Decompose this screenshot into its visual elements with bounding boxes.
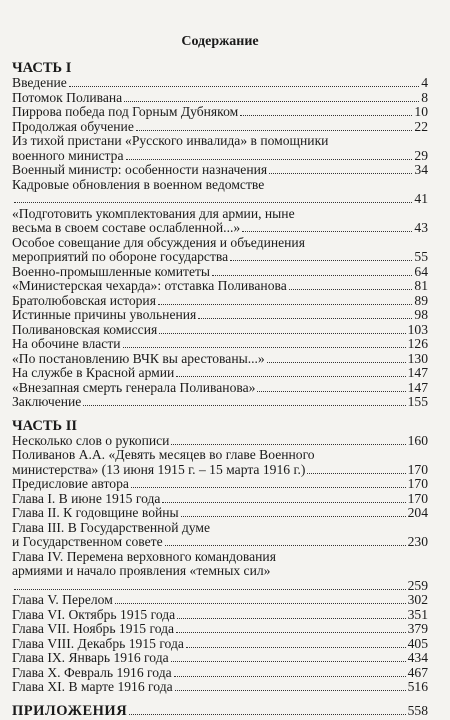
leader-dots <box>124 101 419 102</box>
leader-dots <box>115 603 406 604</box>
toc-entry-title: Глава X. Февраль 1916 года <box>12 664 172 680</box>
toc-entry-title: и Государственном совете <box>12 534 163 549</box>
appendix-page: 558 <box>407 702 428 718</box>
toc-entry[interactable] <box>12 366 428 381</box>
toc-entry-page: 516 <box>407 679 428 694</box>
leader-dots <box>257 391 405 392</box>
leader-dots <box>14 202 412 203</box>
toc-entry-title: На обочине власти <box>12 336 121 351</box>
toc-entry[interactable] <box>12 308 428 323</box>
toc-entry-page: 55 <box>414 249 428 264</box>
toc-entry-page: 126 <box>407 336 428 351</box>
leader-dots <box>136 130 413 131</box>
toc-entry[interactable] <box>12 279 428 294</box>
toc-entry-title: Глава II. К годовщине войны <box>12 505 179 520</box>
toc-entry-page: 41 <box>414 191 428 206</box>
toc-entry-line: Из тихой пристани «Русского инвалида» в помощники <box>12 133 329 148</box>
leader-dots <box>83 405 405 406</box>
appendix-title: ПРИЛОЖЕНИЯ <box>12 702 128 719</box>
toc-entry[interactable] <box>12 666 428 681</box>
toc-entry-page: 4 <box>421 75 428 90</box>
toc-entry[interactable] <box>12 608 428 623</box>
toc-entry-page: 170 <box>407 490 428 506</box>
leader-dots <box>176 376 405 377</box>
leader-dots <box>126 159 413 160</box>
toc-entry[interactable] <box>12 337 428 352</box>
toc-entry-page: 29 <box>414 147 428 163</box>
toc-entry-page: 170 <box>407 476 428 491</box>
toc-entry-page: 22 <box>414 118 428 134</box>
toc-entry-page: 259 <box>407 577 428 593</box>
toc-entry-page: 34 <box>414 162 428 177</box>
toc-entry[interactable] <box>12 91 428 106</box>
leader-dots <box>267 362 406 363</box>
toc-entry[interactable] <box>12 294 428 309</box>
toc-entry[interactable] <box>12 651 428 666</box>
toc-entry[interactable] <box>12 105 428 120</box>
toc-entry-line: Особое совещание для обсуждения и объединения <box>12 234 305 250</box>
leader-dots <box>129 714 405 715</box>
toc-entry-page: 89 <box>414 292 428 308</box>
toc-entry-title: Поливановская комиссия <box>12 321 158 337</box>
toc-entry[interactable] <box>12 323 428 338</box>
toc-entry-page: 103 <box>407 321 428 337</box>
toc-entry[interactable] <box>12 250 428 265</box>
toc-entry-title: «Внезапная смерть генерала Поливанова» <box>12 379 256 395</box>
toc-entry-page: 147 <box>407 365 428 380</box>
toc-entry-title: Заключение <box>12 394 82 409</box>
toc-entry[interactable] <box>12 221 428 236</box>
toc-entry-title: Глава VI. Октябрь 1915 года <box>12 606 176 622</box>
leader-dots <box>212 275 412 276</box>
leader-dots <box>177 618 405 619</box>
leader-dots <box>174 676 406 677</box>
leader-dots <box>175 690 406 691</box>
toc-entry[interactable] <box>12 463 428 478</box>
toc-entry-title: «Министерская чехарда»: отставка Поливанова <box>12 278 287 293</box>
toc-entry-line: Глава III. В Государственной думе <box>12 519 211 535</box>
toc-entry-page: 405 <box>407 635 428 651</box>
toc-entry[interactable] <box>12 265 428 280</box>
toc-entry-title: Глава VIII. Декабрь 1915 года <box>12 635 184 651</box>
part1-heading: ЧАСТЬ I <box>12 60 72 76</box>
toc-entry-title: Глава VII. Ноябрь 1915 года <box>12 621 175 636</box>
toc-entry[interactable] <box>12 395 428 410</box>
toc-entry-page: 302 <box>407 592 428 607</box>
toc-entry-page: 379 <box>407 621 428 636</box>
leader-dots <box>131 487 406 488</box>
toc-entry-title: министерства» (13 июня 1915 г. – 15 марта 1916 г.) <box>12 461 306 477</box>
toc-entry-line: Глава IV. Перемена верховного командования <box>12 548 276 564</box>
toc-entry-title: весьма в своем составе ослабленной...» <box>12 220 241 235</box>
toc-entry[interactable] <box>12 680 428 695</box>
toc-entry-title: Военный министр: особенности назначения <box>12 162 268 177</box>
part2-list <box>12 434 428 695</box>
leader-dots <box>14 589 406 590</box>
leader-dots <box>158 304 412 305</box>
leader-dots <box>171 661 406 662</box>
toc-entry[interactable] <box>12 163 428 178</box>
toc-entry-title: Военно-промышленные комитеты <box>12 263 211 279</box>
leader-dots <box>176 632 406 633</box>
toc-entry-title: военного министра <box>12 147 124 163</box>
leader-dots <box>69 86 419 87</box>
toc-entry-page: 64 <box>414 263 428 279</box>
toc-entry-title: Несколько слов о рукописи <box>12 432 170 448</box>
toc-entry-page: 351 <box>407 606 428 622</box>
toc-entry-title: «По постановлению ВЧК вы арестованы...» <box>12 350 265 366</box>
toc-entry-page: 170 <box>407 461 428 477</box>
toc-entry-title: Предисловие автора <box>12 476 129 491</box>
toc-entry-page: 434 <box>407 650 428 665</box>
toc-entry-page: 155 <box>407 394 428 409</box>
toc-entry-page: 204 <box>407 505 428 520</box>
toc-entry-title: Потомок Поливана <box>12 89 123 105</box>
toc-entry[interactable] <box>12 120 428 135</box>
leader-dots <box>240 115 412 116</box>
toc-entry-page: 81 <box>414 278 428 293</box>
toc-entry[interactable] <box>12 352 428 367</box>
toc-entry[interactable] <box>12 149 428 164</box>
toc-entry-line: Кадровые обновления в военном ведомстве <box>12 176 265 192</box>
toc-entry-page: 130 <box>407 350 428 366</box>
leader-dots <box>162 502 405 503</box>
toc-entry-page: 8 <box>421 89 428 105</box>
toc-entry-title: Пиррова победа под Горным Дубняком <box>12 104 239 119</box>
leader-dots <box>198 318 412 319</box>
toc-entry[interactable] <box>12 381 428 396</box>
toc-entry-page: 160 <box>407 432 428 448</box>
toc-entry-page: 467 <box>407 664 428 680</box>
part2-heading: ЧАСТЬ II <box>12 417 78 434</box>
leader-dots <box>289 289 413 290</box>
part1-list <box>12 76 428 410</box>
toc-entry[interactable] <box>12 76 428 91</box>
toc-entry[interactable] <box>12 622 428 637</box>
toc-entry[interactable] <box>12 434 428 449</box>
toc-entry-title: На службе в Красной армии <box>12 365 175 380</box>
appendix-entry[interactable] <box>12 703 428 720</box>
toc-entry-title: мероприятий по обороне государства <box>12 249 229 264</box>
toc-entry-page: 230 <box>407 534 428 549</box>
toc-entry[interactable] <box>12 192 428 207</box>
leader-dots <box>269 173 412 174</box>
toc-entry-title: Братолюбовская история <box>12 292 156 308</box>
toc-entry[interactable] <box>12 535 428 550</box>
page-title: Содержание <box>181 34 259 49</box>
toc-entry[interactable] <box>12 579 428 594</box>
toc-entry-line: армиями и начало проявления «темных сил» <box>12 563 271 578</box>
toc-entry[interactable] <box>12 506 428 521</box>
leader-dots <box>123 347 406 348</box>
leader-dots <box>159 333 405 334</box>
toc-entry-title: Глава IX. Январь 1916 года <box>12 650 169 665</box>
toc-entry[interactable] <box>12 593 428 608</box>
leader-dots <box>230 260 412 261</box>
leader-dots <box>171 444 405 445</box>
leader-dots <box>186 647 406 648</box>
toc-entry[interactable] <box>12 637 428 652</box>
toc-entry-title: Глава I. В июне 1915 года <box>12 490 161 506</box>
toc-entry-line: «Подготовить укомплектования для армии, ныне <box>12 205 295 221</box>
leader-dots <box>165 545 406 546</box>
toc-entry[interactable] <box>12 477 428 492</box>
toc-entry-page: 43 <box>414 220 428 235</box>
leader-dots <box>307 473 405 474</box>
toc-entry-line: Поливанов А.А. «Девять месяцев во главе Военного <box>12 447 315 462</box>
leader-dots <box>181 516 406 517</box>
leader-dots <box>242 231 412 232</box>
toc-entry-title: Глава V. Перелом <box>12 592 113 607</box>
toc-entry-page: 10 <box>414 104 428 119</box>
toc-entry-title: Продолжая обучение <box>12 118 134 134</box>
toc-entry-title: Глава XI. В марте 1916 года <box>12 679 173 694</box>
toc-entry-page: 147 <box>407 379 428 395</box>
toc-entry-page: 98 <box>414 307 428 322</box>
toc-entry-title: Введение <box>12 75 67 90</box>
toc-entry-title: Истинные причины увольнения <box>12 307 197 322</box>
toc-entry[interactable] <box>12 492 428 507</box>
